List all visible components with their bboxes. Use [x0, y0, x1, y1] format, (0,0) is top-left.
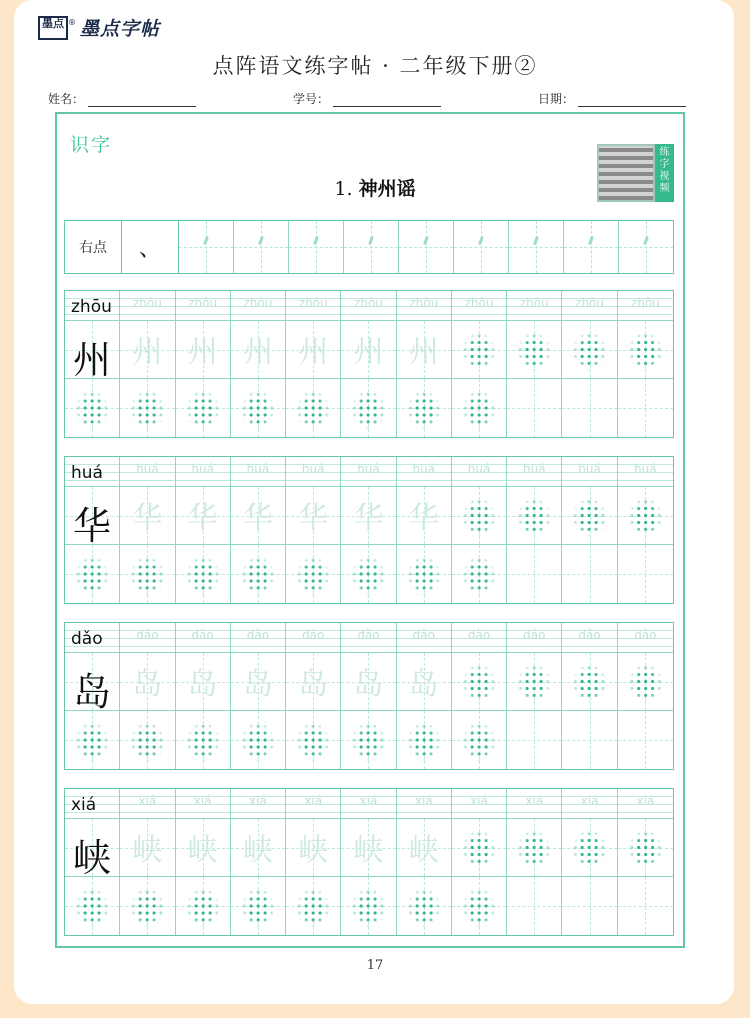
hanzi-trace: 华	[353, 501, 384, 536]
pinyin-trace: huá	[634, 462, 657, 476]
info-row	[48, 90, 688, 110]
dot-matrix-guide	[570, 827, 608, 868]
writing-cell[interactable]	[286, 487, 341, 545]
hanzi-trace: 峡	[298, 833, 329, 868]
pinyin-trace: huá	[136, 462, 159, 476]
dot-matrix-guide	[184, 553, 222, 595]
writing-cell[interactable]	[286, 653, 341, 711]
brand-logo: 墨点	[38, 16, 68, 40]
hanzi-trace: 州	[242, 335, 273, 370]
pinyin-cell[interactable]	[452, 291, 507, 321]
pinyin-cell[interactable]	[397, 457, 452, 487]
writing-cell[interactable]	[341, 819, 396, 877]
pinyin-cell[interactable]	[176, 291, 231, 321]
character-block	[64, 456, 674, 604]
pinyin-trace: huá	[523, 462, 546, 476]
model-character: 州	[73, 338, 112, 382]
pinyin-cell[interactable]	[286, 789, 341, 819]
stroke-practice-cell[interactable]	[509, 221, 564, 273]
dot-matrix-guide	[184, 719, 222, 761]
writing-cell[interactable]	[452, 877, 507, 935]
page-number: 17	[366, 958, 384, 973]
pinyin-cell[interactable]	[176, 789, 231, 819]
writing-cell[interactable]	[452, 545, 507, 603]
date-field	[538, 90, 686, 107]
pinyin-trace: zhōu	[630, 296, 660, 310]
dot-matrix-guide	[515, 661, 553, 702]
pinyin-trace: xiá	[470, 794, 488, 808]
writing-cell[interactable]	[562, 819, 617, 877]
date-label: 日期：	[538, 92, 575, 106]
writing-cell[interactable]	[562, 711, 617, 769]
writing-cell[interactable]	[231, 487, 286, 545]
section-label: 识字	[70, 134, 113, 156]
writing-cell[interactable]	[341, 711, 396, 769]
pinyin-cell[interactable]	[562, 623, 617, 653]
writing-cell[interactable]	[120, 321, 175, 379]
stroke-practice-cell[interactable]	[564, 221, 619, 273]
dot-matrix-guide	[184, 387, 222, 429]
hanzi-trace: 岛	[132, 667, 163, 702]
writing-cell[interactable]	[452, 711, 507, 769]
writing-cell[interactable]	[507, 321, 562, 379]
writing-cell[interactable]	[618, 819, 673, 877]
book-title: 点阵语文练字帖 · 二年级下册②	[212, 54, 538, 78]
pinyin-trace: huá	[467, 462, 491, 476]
pinyin-cell[interactable]	[341, 623, 396, 653]
name-field	[48, 90, 196, 107]
stroke-trace-dot	[368, 235, 374, 244]
hanzi-trace: 岛	[408, 667, 439, 702]
hanzi-trace: 峡	[132, 833, 163, 868]
dot-matrix-guide	[570, 495, 608, 536]
writing-cell[interactable]	[397, 653, 452, 711]
pinyin-cell[interactable]	[120, 623, 175, 653]
writing-cell[interactable]	[507, 711, 562, 769]
hanzi-trace: 岛	[242, 667, 273, 702]
writing-cell[interactable]	[286, 545, 341, 603]
pinyin-trace: xiá	[525, 794, 544, 808]
pinyin-cell[interactable]	[231, 623, 286, 653]
pinyin-trace: dǎo	[246, 628, 270, 642]
dot-matrix-guide	[405, 885, 443, 927]
dot-matrix-guide	[460, 553, 498, 595]
dot-matrix-guide	[239, 885, 277, 927]
hanzi-trace: 华	[242, 501, 273, 536]
pinyin-trace: xiá	[249, 794, 267, 808]
dot-matrix-guide	[460, 495, 498, 536]
writing-cell[interactable]	[507, 487, 562, 545]
writing-cell[interactable]	[397, 819, 452, 877]
dot-matrix-guide	[460, 719, 498, 761]
character-pinyin: huá	[71, 463, 103, 483]
hanzi-trace: 岛	[187, 667, 218, 702]
lesson-name: 神州谣	[358, 178, 416, 200]
writing-cell[interactable]	[452, 819, 507, 877]
writing-cell[interactable]	[120, 819, 175, 877]
writing-cell[interactable]	[507, 819, 562, 877]
dot-matrix-guide	[73, 553, 111, 595]
pinyin-trace: dǎo	[357, 628, 380, 642]
writing-cell[interactable]	[286, 321, 341, 379]
writing-cell[interactable]	[341, 877, 396, 935]
stroke-trace-dot	[423, 235, 429, 244]
writing-cell[interactable]	[286, 711, 341, 769]
stroke-trace-dot	[203, 235, 209, 244]
pinyin-trace: zhōu	[188, 296, 218, 310]
writing-cell[interactable]	[120, 545, 175, 603]
dot-matrix-guide	[184, 885, 222, 927]
writing-cell[interactable]	[618, 487, 673, 545]
dot-matrix-guide	[73, 387, 111, 429]
writing-cell[interactable]	[397, 877, 452, 935]
pinyin-trace: huá	[246, 462, 270, 476]
writing-cell[interactable]	[231, 545, 286, 603]
writing-cell[interactable]	[397, 711, 452, 769]
writing-cell[interactable]	[618, 545, 673, 603]
hanzi-trace: 岛	[298, 667, 329, 702]
writing-cell[interactable]	[397, 321, 452, 379]
dot-matrix-guide	[626, 329, 665, 370]
writing-cell[interactable]	[176, 653, 231, 711]
pinyin-cell[interactable]	[120, 457, 175, 487]
pinyin-trace: dǎo	[523, 628, 546, 642]
pinyin-trace: xiá	[414, 794, 433, 808]
id-label: 学号：	[293, 92, 330, 106]
hanzi-trace: 岛	[353, 667, 384, 702]
stroke-practice-row	[64, 220, 674, 274]
writing-cell[interactable]	[65, 379, 120, 437]
dot-matrix-guide	[460, 827, 498, 868]
writing-cell[interactable]	[176, 379, 231, 437]
stroke-cells	[179, 221, 673, 273]
pinyin-trace: huá	[412, 462, 436, 476]
writing-cell[interactable]	[120, 877, 175, 935]
dot-matrix-guide	[239, 387, 277, 429]
pinyin-cell[interactable]	[397, 291, 452, 321]
practice-grid	[65, 457, 673, 603]
hanzi-trace: 华	[408, 501, 439, 536]
writing-cell[interactable]	[452, 321, 507, 379]
pinyin-cell[interactable]	[341, 789, 396, 819]
name-line[interactable]	[88, 92, 196, 107]
writing-cell[interactable]	[562, 321, 617, 379]
writing-cell[interactable]	[618, 321, 673, 379]
stroke-trace-dot	[588, 235, 594, 244]
writing-cell[interactable]	[176, 487, 231, 545]
hanzi-trace: 峡	[242, 833, 273, 868]
pinyin-trace: xiá	[636, 794, 655, 808]
writing-cell[interactable]	[231, 321, 286, 379]
hanzi-trace: 峡	[187, 833, 218, 868]
pinyin-cell[interactable]	[507, 789, 562, 819]
hanzi-trace: 州	[187, 335, 218, 370]
pinyin-cell[interactable]	[397, 623, 452, 653]
pinyin-cell[interactable]	[286, 291, 341, 321]
dot-matrix-guide	[626, 495, 665, 536]
pinyin-trace: zhōu	[464, 296, 494, 310]
writing-cell[interactable]	[231, 379, 286, 437]
pinyin-cell[interactable]	[452, 789, 507, 819]
stroke-label: 右点	[65, 221, 122, 273]
hanzi-trace: 州	[298, 335, 329, 370]
dot-matrix-guide	[460, 885, 498, 927]
dot-matrix-guide	[570, 329, 608, 370]
pinyin-trace: zhōu	[409, 296, 439, 310]
dot-matrix-guide	[128, 719, 166, 761]
pinyin-trace: huá	[191, 462, 214, 476]
pinyin-trace: dǎo	[634, 628, 657, 642]
dot-matrix-guide	[349, 387, 387, 429]
practice-grid	[65, 789, 673, 935]
dot-matrix-guide	[128, 387, 166, 429]
stroke-trace-dot	[258, 235, 264, 244]
id-line[interactable]	[333, 92, 441, 107]
dot-matrix-guide	[460, 387, 498, 429]
pinyin-cell[interactable]	[618, 789, 673, 819]
stroke-trace-dot	[533, 235, 539, 244]
hanzi-trace: 州	[408, 335, 439, 370]
writing-cell[interactable]	[562, 653, 617, 711]
dot-matrix-guide	[460, 329, 498, 370]
pinyin-trace: zhōu	[575, 296, 605, 310]
hanzi-trace: 州	[353, 335, 384, 370]
writing-cell[interactable]	[507, 653, 562, 711]
writing-cell[interactable]	[618, 379, 673, 437]
writing-cell[interactable]	[65, 545, 120, 603]
pinyin-cell[interactable]	[120, 789, 175, 819]
writing-cell[interactable]	[231, 653, 286, 711]
model-character: 峡	[73, 836, 112, 880]
writing-cell[interactable]	[120, 653, 175, 711]
writing-cell[interactable]	[618, 877, 673, 935]
writing-cell[interactable]	[65, 877, 120, 935]
writing-cell[interactable]	[507, 877, 562, 935]
dot-matrix-guide	[515, 827, 553, 868]
id-field	[293, 90, 441, 107]
hanzi-trace: 华	[132, 501, 163, 536]
dot-matrix-guide	[626, 827, 665, 868]
pinyin-trace: huá	[357, 462, 380, 476]
qr-video-tag: 练字视频	[655, 144, 674, 202]
character-block	[64, 622, 674, 770]
pinyin-cell[interactable]	[562, 457, 617, 487]
writing-cell[interactable]	[341, 545, 396, 603]
dot-matrix-guide	[294, 719, 332, 761]
pinyin-cell[interactable]	[286, 623, 341, 653]
stroke-practice-cell[interactable]	[179, 221, 234, 273]
pinyin-cell[interactable]	[341, 291, 396, 321]
pinyin-trace: xiá	[359, 794, 378, 808]
writing-cell[interactable]	[452, 379, 507, 437]
pinyin-cell[interactable]	[618, 291, 673, 321]
date-line[interactable]	[578, 92, 686, 107]
dot-matrix-guide	[349, 885, 387, 927]
writing-cell[interactable]	[176, 711, 231, 769]
pinyin-trace: xiá	[138, 794, 157, 808]
lesson-number: 1.	[334, 178, 353, 200]
hanzi-trace: 华	[187, 501, 218, 536]
dot-matrix-guide	[515, 495, 553, 536]
pinyin-cell[interactable]	[507, 291, 562, 321]
dot-matrix-guide	[294, 387, 332, 429]
writing-cell[interactable]	[341, 379, 396, 437]
writing-cell[interactable]	[286, 819, 341, 877]
hanzi-trace: 州	[132, 335, 163, 370]
model-character: 岛	[73, 670, 112, 714]
writing-cell[interactable]	[120, 487, 175, 545]
name-label: 姓名：	[48, 92, 85, 106]
writing-cell[interactable]	[507, 379, 562, 437]
writing-cell[interactable]	[176, 321, 231, 379]
hanzi-trace: 峡	[353, 833, 384, 868]
dot-matrix-guide	[515, 329, 553, 370]
stroke-practice-cell[interactable]	[289, 221, 344, 273]
dot-matrix-guide	[294, 553, 332, 595]
stroke-trace-dot	[478, 235, 484, 244]
writing-cell[interactable]	[618, 653, 673, 711]
pinyin-trace: xiá	[304, 794, 323, 808]
pinyin-trace: dǎo	[467, 628, 491, 642]
pinyin-cell[interactable]	[231, 291, 286, 321]
pinyin-cell[interactable]	[618, 457, 673, 487]
dot-matrix-guide	[460, 661, 498, 702]
writing-cell[interactable]	[341, 321, 396, 379]
writing-cell[interactable]	[65, 711, 120, 769]
pinyin-cell[interactable]	[562, 789, 617, 819]
pinyin-trace: zhōu	[519, 296, 549, 310]
character-block	[64, 290, 674, 438]
writing-cell[interactable]	[397, 487, 452, 545]
brand	[38, 14, 160, 41]
dot-matrix-guide	[239, 553, 277, 595]
registered-mark: ®	[68, 18, 76, 27]
writing-cell[interactable]	[176, 545, 231, 603]
writing-cell[interactable]	[341, 487, 396, 545]
stroke-glyph: 、	[122, 221, 179, 273]
pinyin-trace: zhōu	[132, 296, 162, 310]
pinyin-trace: zhōu	[243, 296, 273, 310]
pinyin-cell[interactable]	[507, 623, 562, 653]
writing-cell[interactable]	[452, 487, 507, 545]
pinyin-cell[interactable]	[120, 291, 175, 321]
hanzi-trace: 华	[298, 501, 329, 536]
stroke-practice-cell[interactable]	[399, 221, 454, 273]
writing-cell[interactable]	[397, 545, 452, 603]
pinyin-cell[interactable]	[341, 457, 396, 487]
writing-cell[interactable]	[286, 379, 341, 437]
pinyin-trace: huá	[301, 462, 325, 476]
writing-cell[interactable]	[507, 545, 562, 603]
stroke-practice-cell[interactable]	[454, 221, 509, 273]
dot-matrix-guide	[570, 661, 608, 702]
dot-matrix-guide	[349, 553, 387, 595]
dot-matrix-guide	[239, 719, 277, 761]
pinyin-trace: dǎo	[578, 628, 601, 642]
dot-matrix-guide	[128, 885, 166, 927]
stroke-practice-cell[interactable]	[234, 221, 289, 273]
lesson-title	[0, 174, 750, 201]
pinyin-cell[interactable]	[231, 457, 286, 487]
pinyin-cell[interactable]	[618, 623, 673, 653]
pinyin-trace: dǎo	[136, 628, 159, 642]
dot-matrix-guide	[128, 553, 166, 595]
stroke-practice-cell[interactable]	[344, 221, 399, 273]
stroke-practice-cell[interactable]	[619, 221, 673, 273]
pinyin-trace: xiá	[580, 794, 599, 808]
dot-matrix-guide	[349, 719, 387, 761]
pinyin-trace: dǎo	[302, 628, 325, 642]
writing-cell[interactable]	[397, 379, 452, 437]
writing-cell[interactable]	[286, 877, 341, 935]
writing-cell[interactable]	[176, 877, 231, 935]
pinyin-trace: dǎo	[191, 628, 214, 642]
writing-cell[interactable]	[176, 819, 231, 877]
practice-grid	[65, 291, 673, 437]
pinyin-cell[interactable]	[231, 789, 286, 819]
writing-cell[interactable]	[231, 711, 286, 769]
pinyin-trace: xiá	[193, 794, 212, 808]
pinyin-trace: dǎo	[412, 628, 435, 642]
writing-cell[interactable]	[618, 711, 673, 769]
writing-cell[interactable]	[120, 379, 175, 437]
writing-cell[interactable]	[562, 545, 617, 603]
pinyin-trace: zhōu	[298, 296, 328, 310]
pinyin-cell[interactable]	[507, 457, 562, 487]
model-character: 华	[73, 504, 112, 548]
pinyin-cell[interactable]	[397, 789, 452, 819]
pinyin-cell[interactable]	[176, 623, 231, 653]
pinyin-cell[interactable]	[452, 623, 507, 653]
dot-matrix-guide	[405, 553, 443, 595]
pinyin-cell[interactable]	[176, 457, 231, 487]
dot-matrix-guide	[73, 719, 111, 761]
writing-cell[interactable]	[562, 877, 617, 935]
character-pinyin: zhōu	[71, 297, 112, 317]
dot-matrix-guide	[405, 719, 443, 761]
pinyin-cell[interactable]	[452, 457, 507, 487]
writing-cell[interactable]	[231, 819, 286, 877]
brand-name: 墨点字帖	[80, 18, 161, 40]
character-pinyin: dǎo	[71, 629, 103, 649]
hanzi-trace: 峡	[408, 833, 439, 868]
dot-matrix-guide	[73, 885, 111, 927]
dot-matrix-guide	[294, 885, 332, 927]
writing-cell[interactable]	[231, 877, 286, 935]
pinyin-trace: huá	[578, 462, 601, 476]
practice-grid	[65, 623, 673, 769]
character-block	[64, 788, 674, 936]
writing-cell[interactable]	[562, 379, 617, 437]
character-pinyin: xiá	[71, 795, 97, 815]
writing-cell[interactable]	[341, 653, 396, 711]
dot-matrix-guide	[405, 387, 443, 429]
writing-cell[interactable]	[562, 487, 617, 545]
writing-cell[interactable]	[452, 653, 507, 711]
pinyin-cell[interactable]	[562, 291, 617, 321]
writing-cell[interactable]	[120, 711, 175, 769]
dot-matrix-guide	[626, 661, 665, 702]
stroke-trace-dot	[313, 235, 319, 244]
pinyin-cell[interactable]	[286, 457, 341, 487]
pinyin-trace: zhōu	[354, 296, 383, 310]
stroke-trace-dot	[643, 235, 649, 244]
